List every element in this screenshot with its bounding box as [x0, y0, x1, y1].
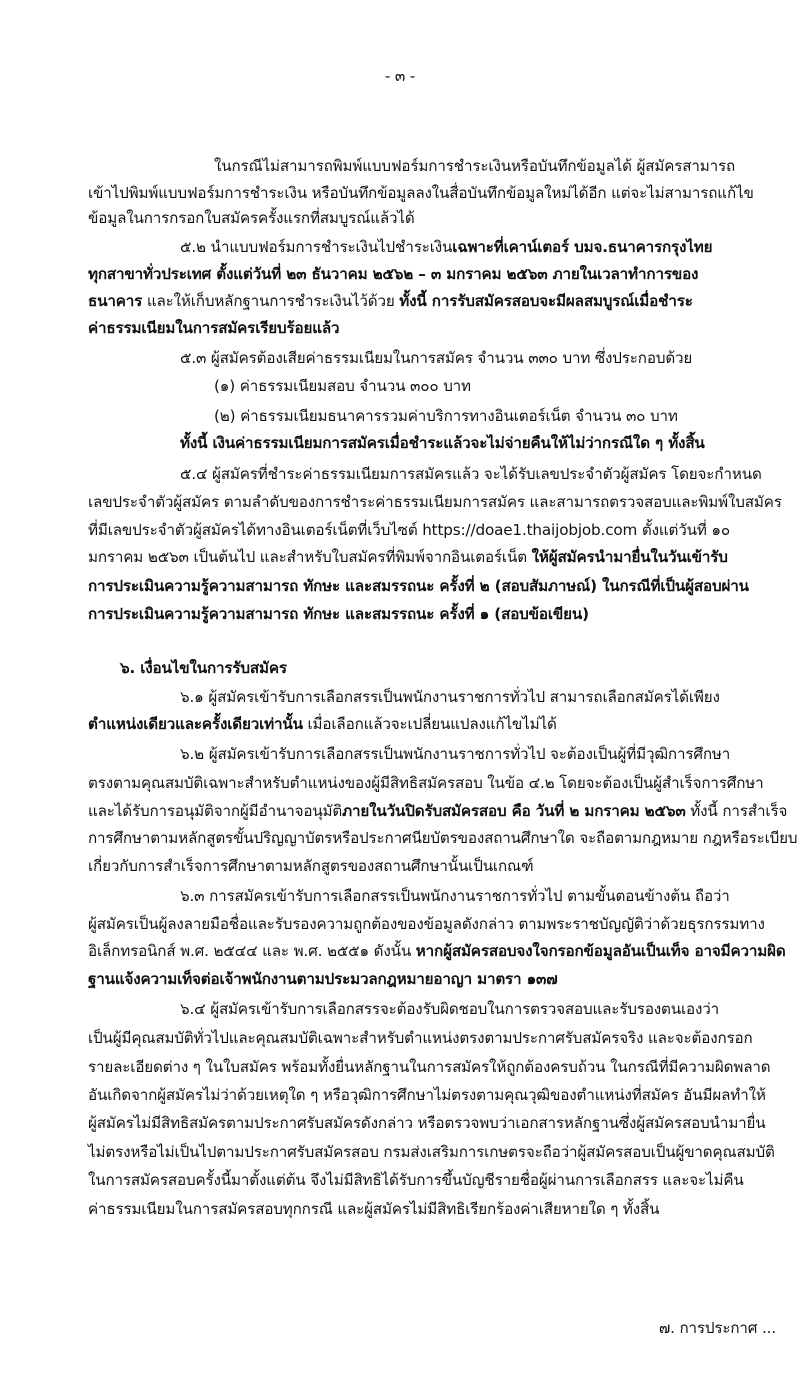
text-line	[88, 520, 776, 540]
text-segment: ๖.๔ ผู้สมัครเข้ารับการเลือกสรรจะต้องรับผิดชอบในการตรวจสอบและรับรองตนเองว่า	[180, 1000, 720, 1018]
text-line	[88, 1113, 776, 1133]
text-line	[88, 714, 776, 734]
bold-text: ตำแหน่งเดียวและครั้งเดียวเท่านั้น	[88, 715, 303, 733]
text-segment: ๖.๑ ผู้สมัครเข้ารับการเลือกสรรเป็นพนักงานราชการทั่วไป สามารถเลือกสมัครได้เพียง	[180, 688, 720, 706]
text-line	[88, 773, 776, 793]
text-segment: (๒) ค่าธรรมเนียมธนาคารรวมค่าบริการทางอินเตอร์เน็ต จำนวน ๓๐ บาท	[214, 407, 678, 425]
text-line	[214, 406, 776, 426]
text-line	[88, 941, 786, 961]
text-segment: อันเกิดจากผู้สมัครไม่ว่าด้วยเหตุใด ๆ หรือวุฒิการศึกษาไม่ตรงตามคุณวุฒิของตำแหน่งที่สมัคร อันมีผลทำให้	[88, 1086, 766, 1104]
text-segment: เกี่ยวกับการสำเร็จการศึกษาตามหลักสูตรของสถานศึกษานั้นเป็นเกณฑ์	[88, 857, 534, 875]
text-line	[88, 208, 776, 228]
text-line	[180, 348, 776, 368]
bold-text: ๖. เงื่อนไขในการรับสมัคร	[120, 659, 287, 677]
text-line	[88, 318, 776, 338]
text-segment: ๕.๔ ผู้สมัครที่ชำระค่าธรรมเนียมการสมัครแล้ว จะได้รับเลขประจำตัวผู้สมัคร โดยจะกำหนด	[180, 465, 762, 483]
bold-text: ทั้งนี้ เงินค่าธรรมเนียมการสมัครเมื่อชำระแล้วจะไม่จ่ายคืนให้ไม่ว่ากรณีใด ๆ ทั้งสิ้น	[180, 434, 705, 452]
bold-text: ให้ผู้สมัครนำมายื่นในวันเข้ารับ	[531, 548, 728, 566]
text-segment: ทั้งนี้ การสำเร็จ	[685, 802, 788, 820]
text-line	[88, 1028, 776, 1048]
text-line	[180, 237, 776, 257]
text-segment: ตรงตามคุณสมบัติเฉพาะสำหรับตำแหน่งของผู้มีสิทธิสมัครสอบ ในข้อ ๔.๒ โดยจะต้องเป็นผู้สำเร็จการศึกษา	[88, 774, 764, 792]
text-segment: ค่าธรรมเนียมในการสมัครสอบทุกกรณี และผู้สมัครไม่มีสิทธิเรียกร้องค่าเสียหายใด ๆ ทั้งสิ้น	[88, 1200, 660, 1218]
text-line	[120, 658, 776, 678]
text-line	[180, 744, 776, 764]
text-line	[88, 914, 776, 934]
text-segment: ๕.๒ นำแบบฟอร์มการชำระเงินไปชำระเงิน	[180, 238, 453, 256]
text-segment: เมื่อเลือกแล้วจะเปลี่ยนแปลงแก้ไขไม่ได้	[302, 715, 557, 733]
text-segment: เข้าไปพิมพ์แบบฟอร์มการชำระเงิน หรือบันทึกข้อมูลลงในสื่อบันทึกข้อมูลใหม่ได้อีก แต่จะไม่สามารถแก้ไข	[88, 184, 754, 202]
text-line	[88, 1142, 776, 1162]
bold-text: ทั้งนี้ การรับสมัครสอบจะมีผลสมบูรณ์เมื่อชำระ	[399, 292, 693, 310]
text-line	[180, 886, 776, 906]
text-line	[180, 464, 776, 484]
text-line	[88, 969, 776, 989]
bold-text: การประเมินความรู้ความสามารถ ทักษะ และสมรรถนะ ครั้งที่ ๒ (สอบสัมภาษณ์) ในกรณีที่เป็นผู้สอบผ่าน	[88, 577, 749, 595]
bold-text: หากผู้สมัครสอบจงใจกรอกข้อมูลอันเป็นเท็จ อาจมีความผิด	[415, 942, 786, 960]
text-line	[180, 433, 776, 453]
text-segment: ๖.๒ ผู้สมัครเข้ารับการเลือกสรรเป็นพนักงานราชการทั่วไป จะต้องเป็นผู้ที่มีวุฒิการศึกษา	[180, 745, 731, 763]
text-segment: ๕.๓ ผู้สมัครต้องเสียค่าธรรมเนียมในการสมัคร จำนวน ๓๓๐ บาท ซึ่งประกอบด้วย	[180, 349, 693, 367]
text-line	[88, 1170, 776, 1190]
bold-text: ฐานแจ้งความเท็จต่อเจ้าพนักงานตามประมวลกฎหมายอาญา มาตรา ๑๓๗	[88, 970, 558, 988]
text-segment: ไม่ตรงหรือไม่เป็นไปตามประกาศรับสมัครสอบ กรมส่งเสริมการเกษตรจะถือว่าผู้สมัครสอบเป็นผู้ขาดคุณสมบัติ	[88, 1143, 775, 1161]
text-segment: ในการสมัครสอบครั้งนี้มาตั้งแต่ต้น จึงไม่มีสิทธิได้รับการขึ้นบัญชีรายชื่อผู้ผ่านการเลือกสรร และจะไม่คืน	[88, 1171, 744, 1189]
text-line	[88, 576, 776, 596]
text-segment: ที่มีเลขประจำตัวผู้สมัครได้ทางอินเตอร์เน็ตที่เว็บไซต์ https://doae1.thaijobjob.com ตั้งแต่วันที่ ๑๐	[88, 521, 730, 539]
text-segment: ในกรณีไม่สามารถพิมพ์แบบฟอร์มการชำระเงินหรือบันทึกข้อมูลได้ ผู้สมัครสามารถ	[214, 157, 736, 175]
text-segment: รายละเอียดต่าง ๆ ในใบสมัคร พร้อมทั้งยื่นหลักฐานในการสมัครให้ถูกต้องครบถ้วน ในกรณีที่มีความผิดพลาด	[88, 1058, 771, 1076]
text-line	[88, 604, 776, 624]
bold-text: ทุกสาขาทั่วประเทศ ตั้งแต่วันที่ ๒๓ ธันวาคม ๒๕๖๒ – ๓ มกราคม ๒๕๖๓ ภายในเวลาทำการของ	[88, 265, 699, 283]
text-segment: และได้รับการอนุมัติจากผู้มีอำนาจอนุมัติ	[88, 802, 343, 820]
text-line	[88, 547, 776, 567]
text-segment: ข้อมูลในการกรอกใบสมัครครั้งแรกที่สมบูรณ์แล้วได้	[88, 209, 415, 227]
text-line	[88, 801, 788, 821]
bold-text: การประเมินความรู้ความสามารถ ทักษะ และสมรรถนะ ครั้งที่ ๑ (สอบข้อเขียน)	[88, 605, 589, 623]
text-segment: ผู้สมัครไม่มีสิทธิสมัครตามประกาศรับสมัครดังกล่าว หรือตรวจพบว่าเอกสารหลักฐานซึ่งผู้สมัครสอบนำมายื่น	[88, 1114, 766, 1132]
text-line	[88, 183, 776, 203]
text-line	[180, 687, 776, 707]
text-segment: ผู้สมัครเป็นผู้ลงลายมือชื่อและรับรองความถูกต้องของข้อมูลดังกล่าว ตามพระราชบัญญัติว่าด้วยธุรกรรมทาง	[88, 915, 765, 933]
text-segment: การศึกษาตามหลักสูตรขั้นปริญญาบัตรหรือประกาศนียบัตรของสถานศึกษาใด จะถือตามกฎหมาย กฎหรือระเบียบ	[88, 829, 798, 847]
text-line	[88, 1057, 776, 1077]
continuation-note: ๗. การประกาศ ...	[658, 1319, 776, 1337]
bold-text: ภายในวันปิดรับสมัครสอบ คือ วันที่ ๒ มกราคม ๒๕๖๓	[342, 802, 686, 820]
text-segment: เลขประจำตัวผู้สมัคร ตามลำดับของการชำระค่าธรรมเนียมการสมัคร และสามารถตรวจสอบและพิมพ์ใบสมัคร	[88, 493, 782, 511]
text-line	[88, 492, 782, 512]
text-line	[88, 291, 776, 311]
text-line	[88, 1199, 776, 1219]
text-segment: อิเล็กทรอนิกส์ พ.ศ. ๒๕๔๔ และ พ.ศ. ๒๕๕๑ ดังนั้น	[88, 942, 416, 960]
text-segment: (๑) ค่าธรรมเนียมสอบ จำนวน ๓๐๐ บาท	[214, 377, 471, 395]
page-number: - ๓ -	[384, 67, 416, 85]
text-segment: ๖.๓ การสมัครเข้ารับการเลือกสรรเป็นพนักงานราชการทั่วไป ตามขั้นตอนข้างต้น ถือว่า	[180, 887, 730, 905]
text-line	[88, 856, 776, 876]
bold-text: เฉพาะที่เคาน์เตอร์ บมจ.ธนาคารกรุงไทย	[452, 238, 713, 256]
text-line	[88, 828, 798, 848]
text-line	[214, 156, 776, 176]
text-line	[214, 376, 776, 396]
bold-text: ธนาคาร	[88, 292, 143, 310]
text-line	[88, 264, 776, 284]
text-line	[180, 999, 776, 1019]
bold-text: ค่าธรรมเนียมในการสมัครเรียบร้อยแล้ว	[88, 319, 340, 337]
text-segment: เป็นผู้มีคุณสมบัติทั่วไปและคุณสมบัติเฉพาะสำหรับตำแหน่งตรงตามประกาศรับสมัครจริง และจะต้องกรอก	[88, 1029, 753, 1047]
text-segment: และให้เก็บหลักฐานการชำระเงินไว้ด้วย	[142, 292, 400, 310]
text-segment: มกราคม ๒๕๖๓ เป็นต้นไป และสำหรับใบสมัครที่พิมพ์จากอินเตอร์เน็ต	[88, 548, 532, 566]
text-line	[88, 1085, 776, 1105]
